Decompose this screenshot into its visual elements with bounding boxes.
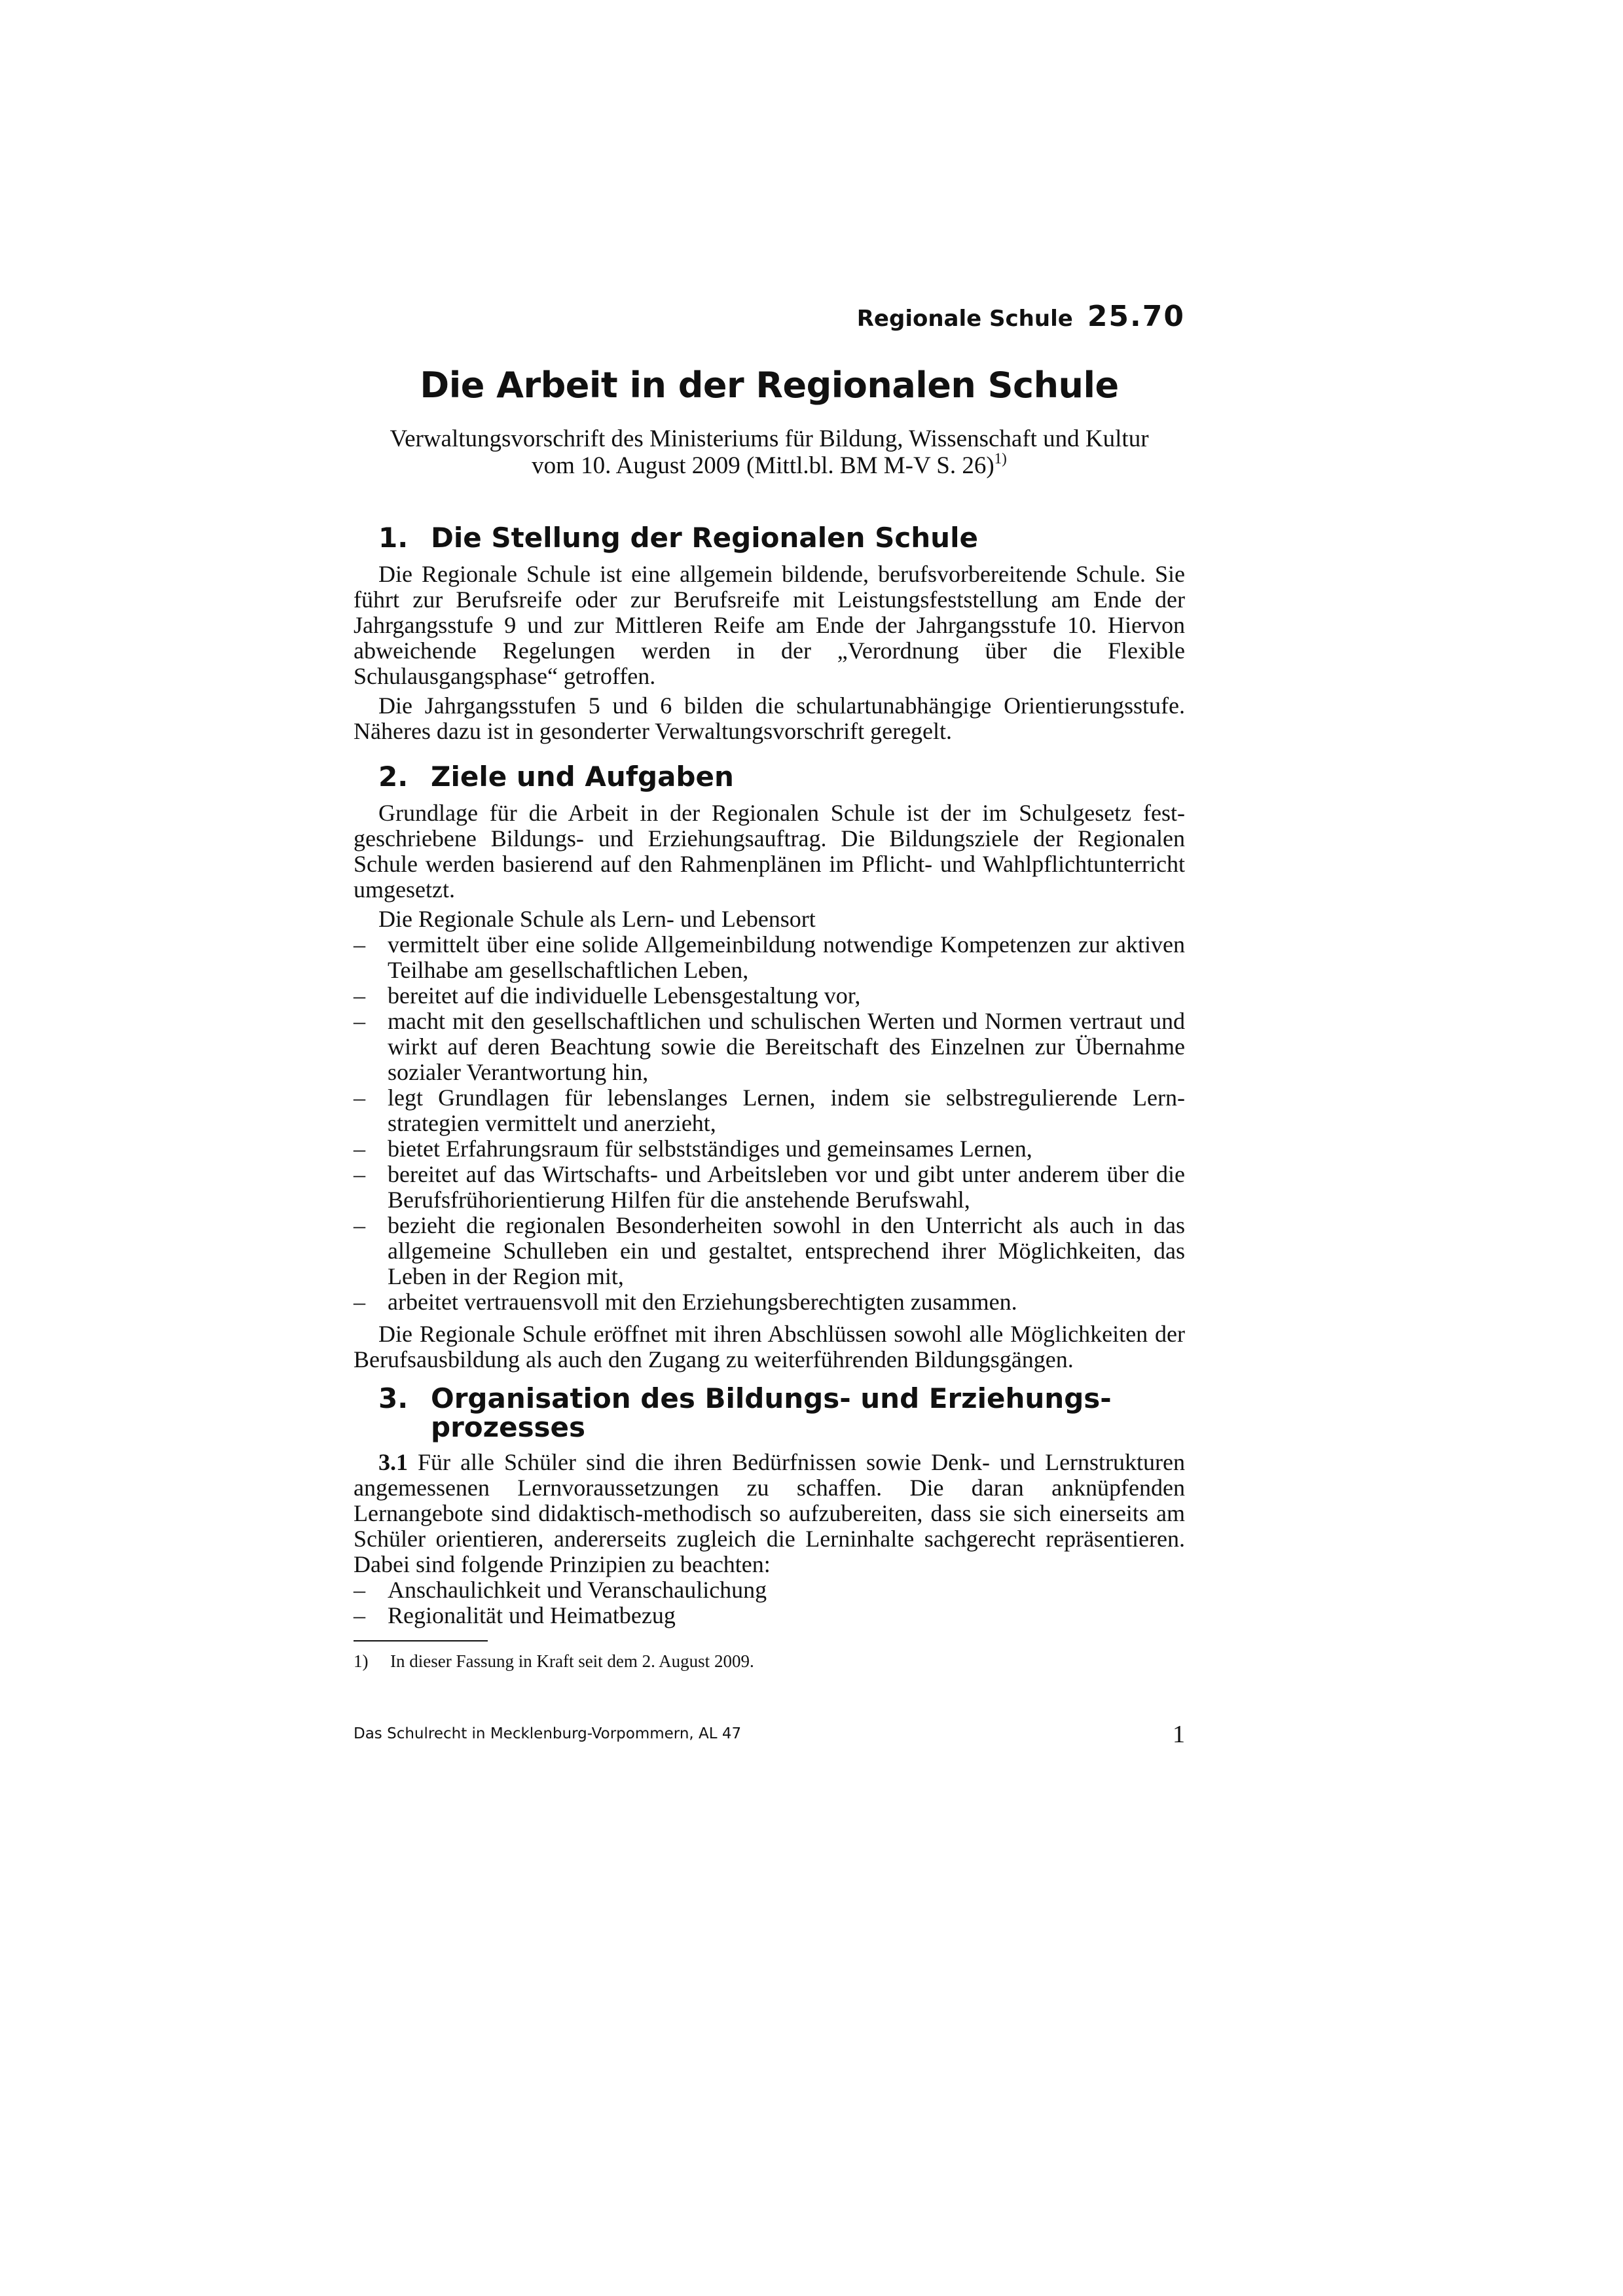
list-dash: – xyxy=(354,931,365,958)
list-item-text: bietet Erfahrungsraum für selbstständiges und gemeinsames Lernen, xyxy=(388,1136,1032,1162)
subtitle-line-2-text: vom 10. August 2009 (Mittl.bl. BM M-V S. 26) xyxy=(532,452,994,479)
list-item-text: bereitet auf das Wirtschafts- und Arbeitsleben vor und gibt unter anderem über die Berufsfrühorientierung Hilfen für die anstehende Berufswahl, xyxy=(388,1161,1185,1213)
section-2-body xyxy=(354,800,1185,1372)
section-3-list xyxy=(354,1577,1185,1628)
subtitle-footnote-ref: 1) xyxy=(994,450,1007,467)
list-item xyxy=(354,1162,1185,1213)
subtitle-line-1: Verwaltungsvorschrift des Ministeriums für Bildung, Wissenschaft und Kultur xyxy=(390,425,1149,452)
list-item-text: vermittelt über eine solide Allgemeinbildung notwendige Kompetenzen zur aktiven Teilhabe am gesellschaftlichen Leben, xyxy=(388,931,1185,983)
page-number: 1 xyxy=(1173,1721,1185,1748)
footnote-mark: 1) xyxy=(354,1651,369,1671)
list-item xyxy=(354,1577,1185,1603)
subtitle-line-2 xyxy=(354,452,1185,479)
section-2-paragraph-2: Die Regionale Schule als Lern- und Lebensort xyxy=(378,906,816,932)
list-dash: – xyxy=(354,1161,365,1187)
list-dash: – xyxy=(354,1289,365,1315)
section-2-heading xyxy=(354,762,1185,791)
list-item-text: legt Grundlagen für lebenslanges Lernen, indem sie selbstregulierende Lernstrategien vermittelt und anerzieht, xyxy=(388,1085,1185,1136)
section-2-number: 2. xyxy=(378,761,409,793)
footnote-divider xyxy=(354,1640,488,1641)
section-2-title: Ziele und Aufgaben xyxy=(431,761,734,793)
list-item-text: Anschaulichkeit und Veranschaulichung xyxy=(388,1577,767,1603)
running-header-label: Regionale Schule xyxy=(856,306,1073,332)
section-3-number: 3. xyxy=(378,1382,409,1414)
document-title: Die Arbeit in der Regionalen Schule xyxy=(420,365,1119,406)
section-2-paragraph-1: Grundlage für die Arbeit in der Regionalen Schule ist der im Schulgesetz festgeschriebene Bildungs- und Erziehungsauftrag. Die Bildungsziele der Regionalen Schule werden basierend auf den Rahmenplänen im Pflicht- und Wahlpflichtunterricht umgesetzt. xyxy=(354,800,1185,903)
section-1-paragraph-2: Die Jahrgangsstufen 5 und 6 bilden die schulartunabhängige Orientierungsstufe. Näheres dazu ist in gesonderter Verwaltungsvorschrift geregelt. xyxy=(354,692,1185,744)
list-item-text: macht mit den gesellschaftlichen und schulischen Werten und Normen vertraut und wirkt auf deren Beachtung sowie die Bereitschaft des Einzelnen zur Übernahme sozialer Verantwortung hin, xyxy=(388,1008,1185,1085)
page-footer xyxy=(354,1720,1185,1746)
section-1-title: Die Stellung der Regionalen Schule xyxy=(431,522,978,554)
section-3-paragraph xyxy=(354,1450,1185,1577)
subsection-number: 3.1 xyxy=(378,1449,408,1475)
list-item xyxy=(354,1603,1185,1628)
section-2-closing: Die Regionale Schule eröffnet mit ihren Abschlüssen sowohl alle Möglichkeiten der Berufsausbildung als auch den Zugang zu weiterführenden Bildungsgängen. xyxy=(354,1321,1185,1372)
section-2-list xyxy=(354,932,1185,1315)
list-dash: – xyxy=(354,1136,365,1162)
list-item xyxy=(354,1085,1185,1136)
list-item xyxy=(354,1136,1185,1162)
list-dash: – xyxy=(354,1085,365,1111)
footer-publication: Das Schulrecht in Mecklenburg-Vorpommern, AL 47 xyxy=(354,1725,742,1742)
list-dash: – xyxy=(354,1577,365,1603)
list-dash: – xyxy=(354,1008,365,1034)
section-3-body xyxy=(354,1450,1185,1628)
list-item xyxy=(354,1009,1185,1085)
list-item-text: Regionalität und Heimatbezug xyxy=(388,1602,676,1628)
list-item-text: bezieht die regionalen Besonderheiten sowohl in den Unterricht als auch in das allgemeine Schulleben ein und gestaltet, entsprechend ihrer Möglichkeiten, das Leben in der Region mit, xyxy=(388,1212,1185,1289)
section-3-title xyxy=(431,1384,1185,1442)
section-3-heading xyxy=(354,1384,1185,1442)
list-item-text: arbeitet vertrauensvoll mit den Erziehungsberechtigten zusammen. xyxy=(388,1289,1017,1315)
running-header xyxy=(354,300,1185,332)
list-item xyxy=(354,983,1185,1009)
section-3-paragraph-text: Für alle Schüler sind die ihren Bedürfnissen sowie Denk- und Lernstrukturen angemessenen Lernvoraussetzungen zu schaffen. Die daran anknüpfenden Lernangebote sind didaktisch-methodisch so aufzubereiten, dass sie sich einerseits am Schüler orientieren, andererseits zugleich die Lerninhalte sachgerecht repräsentieren. Dabei sind folgende Prinzipien zu beachten: xyxy=(354,1449,1186,1577)
section-3-title-line-1: Organisation des Bildungs- und Erziehungs- xyxy=(431,1382,1112,1414)
list-dash: – xyxy=(354,1212,365,1238)
list-dash: – xyxy=(354,982,365,1009)
section-1-number: 1. xyxy=(378,522,409,554)
section-1-paragraph-1: Die Regionale Schule ist eine allgemein bildende, berufsvorbereitende Schule. Sie führt zur Berufsreife oder zur Berufsreife mit Leistungsfeststellung am Ende der Jahrgangsstufe 9 und zur Mittleren Reife am Ende der Jahrgangsstufe 10. Hiervon abweichende Regelungen werden in der „Verordnung über die Flexible Schulausgangsphase“ getroffen. xyxy=(354,561,1185,689)
section-1-body xyxy=(354,562,1185,744)
list-item-text: bereitet auf die individuelle Lebensgestaltung vor, xyxy=(388,982,861,1009)
section-1-heading xyxy=(354,524,1185,552)
list-dash: – xyxy=(354,1602,365,1628)
footnote-text: In dieser Fassung in Kraft seit dem 2. August 2009. xyxy=(390,1651,754,1671)
footnote xyxy=(354,1651,1185,1672)
list-item xyxy=(354,1213,1185,1289)
list-item xyxy=(354,932,1185,983)
list-item xyxy=(354,1289,1185,1315)
section-3-title-line-2: prozesses xyxy=(431,1411,586,1443)
document-subtitle xyxy=(354,425,1185,479)
running-header-number: 25.70 xyxy=(1087,300,1185,333)
